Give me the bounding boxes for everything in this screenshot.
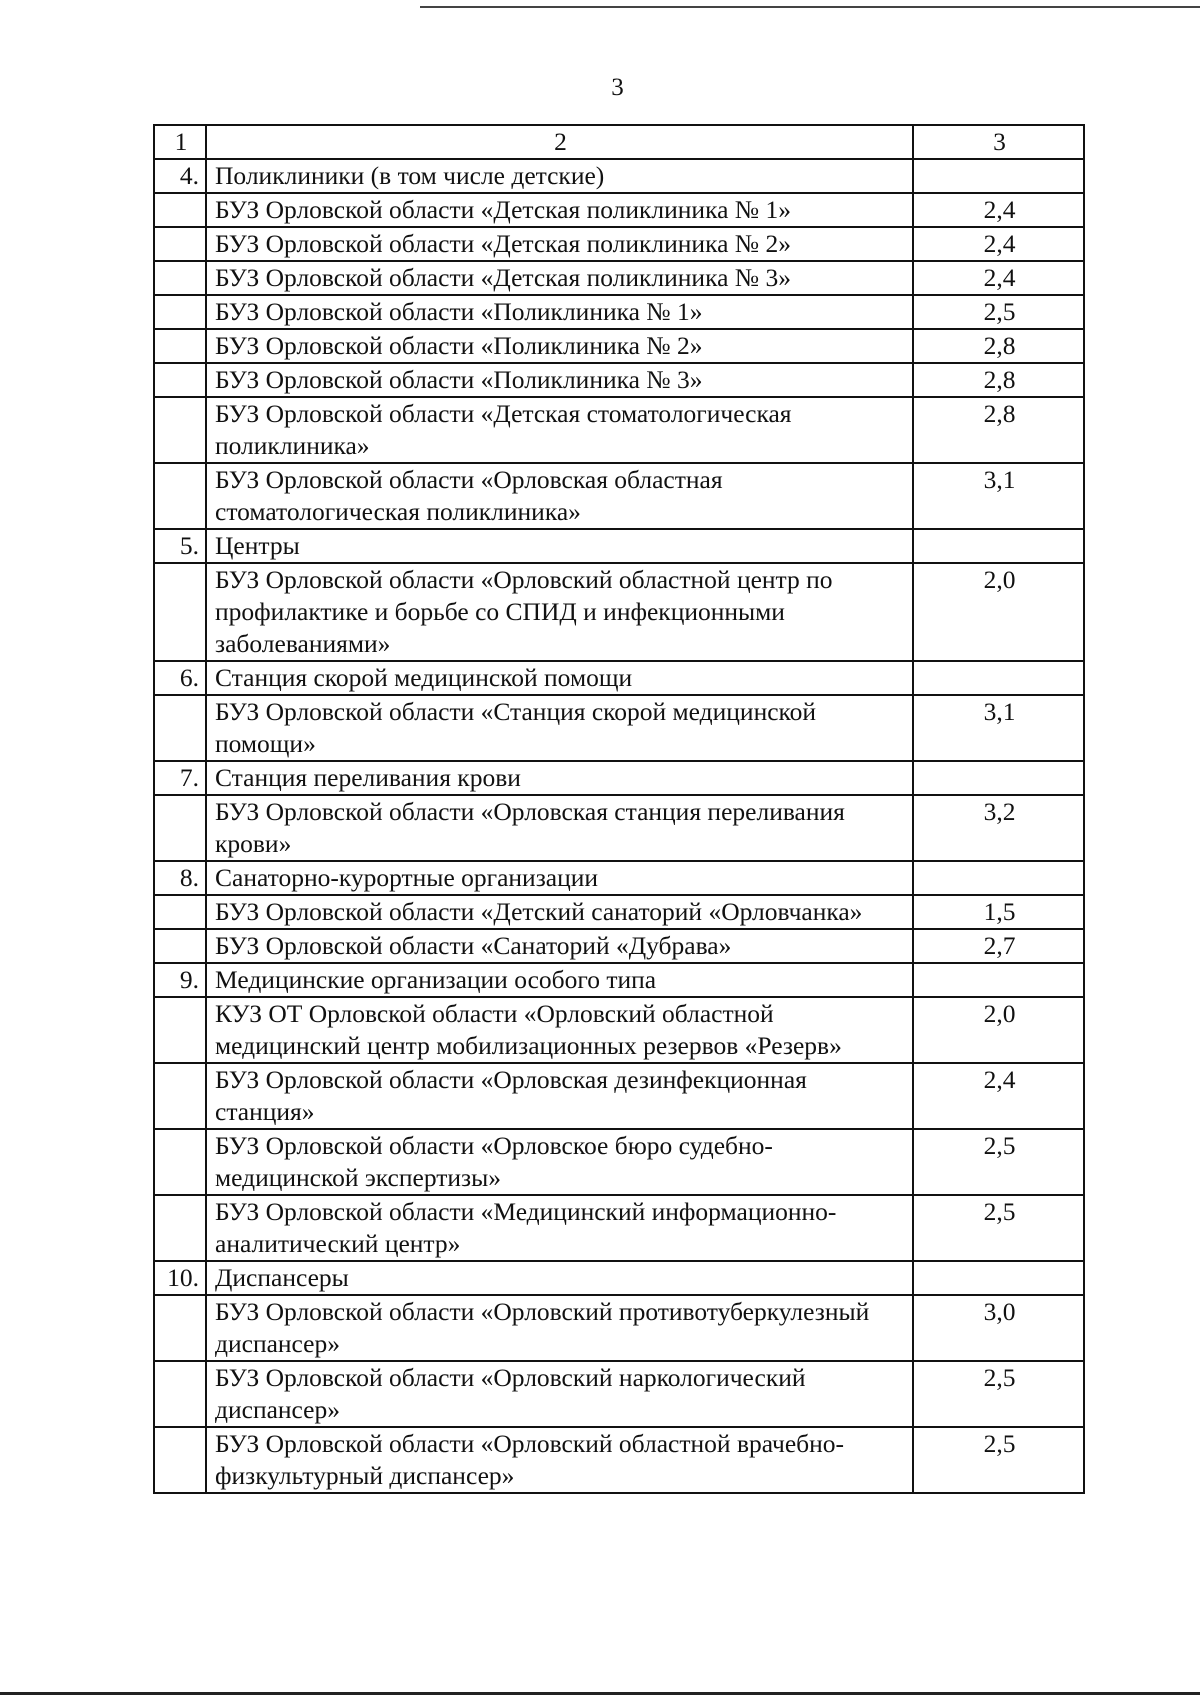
row-name: БУЗ Орловской области «Орловский наркологический диспансер» [206,1361,913,1427]
table-row [154,227,1084,261]
row-name: БУЗ Орловской области «Орловский областной центр по профилактике и борьбе со СПИД и инфекционными заболеваниями» [206,563,913,661]
table-row [154,1427,1084,1493]
row-number [154,227,206,261]
row-name: Поликлиники (в том числе детские) [206,159,913,193]
row-value: 2,8 [913,329,1084,363]
row-name: Станция переливания крови [206,761,913,795]
table-row [154,1129,1084,1195]
table-row [154,193,1084,227]
row-name: БУЗ Орловской области «Детский санаторий «Орловчанка» [206,895,913,929]
table-row [154,895,1084,929]
row-value: 2,5 [913,1427,1084,1493]
header-cell-1: 1 [154,125,206,159]
row-number [154,329,206,363]
row-name: БУЗ Орловской области «Орловский противотуберкулезный диспансер» [206,1295,913,1361]
table-row [154,329,1084,363]
row-number: 6. [154,661,206,695]
table-row [154,861,1084,895]
row-name: БУЗ Орловской области «Орловское бюро судебно-медицинской экспертизы» [206,1129,913,1195]
row-value: 2,5 [913,1129,1084,1195]
row-name: БУЗ Орловской области «Орловская станция переливания крови» [206,795,913,861]
table-row [154,1195,1084,1261]
table-row [154,159,1084,193]
row-value: 2,5 [913,1195,1084,1261]
row-value: 2,4 [913,193,1084,227]
row-value [913,661,1084,695]
row-number [154,1295,206,1361]
table-row [154,563,1084,661]
row-number [154,895,206,929]
row-value: 2,0 [913,563,1084,661]
row-number [154,1129,206,1195]
table-row [154,1063,1084,1129]
row-name: БУЗ Орловской области «Детская поликлиника № 3» [206,261,913,295]
row-name: БУЗ Орловской области «Орловская областная стоматологическая поликлиника» [206,463,913,529]
header-cell-2: 2 [206,125,913,159]
row-number [154,363,206,397]
row-name: БУЗ Орловской области «Орловский областной врачебно-физкультурный диспансер» [206,1427,913,1493]
row-name: Медицинские организации особого типа [206,963,913,997]
scan-edge-line-top [420,6,1200,8]
row-number [154,193,206,227]
table-row [154,929,1084,963]
row-number: 5. [154,529,206,563]
row-number [154,261,206,295]
row-value: 3,2 [913,795,1084,861]
row-name: БУЗ Орловской области «Санаторий «Дубрава» [206,929,913,963]
table-row [154,661,1084,695]
row-name: БУЗ Орловской области «Поликлиника № 3» [206,363,913,397]
row-name: БУЗ Орловской области «Медицинский информационно-аналитический центр» [206,1195,913,1261]
row-number [154,997,206,1063]
table-row [154,997,1084,1063]
row-value: 2,8 [913,363,1084,397]
row-value: 3,0 [913,1295,1084,1361]
row-number [154,695,206,761]
table-header-row [154,125,1084,159]
row-name: БУЗ Орловской области «Детская поликлиника № 2» [206,227,913,261]
row-name: Станция скорой медицинской помощи [206,661,913,695]
row-number [154,1427,206,1493]
table-row [154,1361,1084,1427]
row-number: 4. [154,159,206,193]
row-value: 3,1 [913,463,1084,529]
row-value [913,159,1084,193]
row-name: БУЗ Орловской области «Поликлиника № 1» [206,295,913,329]
row-value: 1,5 [913,895,1084,929]
row-name: КУЗ ОТ Орловской области «Орловский областной медицинский центр мобилизационных резервов «Резерв» [206,997,913,1063]
row-name: Центры [206,529,913,563]
row-number [154,795,206,861]
table-row [154,463,1084,529]
row-value [913,761,1084,795]
row-number [154,295,206,329]
row-number [154,1063,206,1129]
row-value: 2,4 [913,261,1084,295]
row-name: БУЗ Орловской области «Орловская дезинфекционная станция» [206,1063,913,1129]
row-name: БУЗ Орловской области «Детская стоматологическая поликлиника» [206,397,913,463]
row-number: 7. [154,761,206,795]
row-number [154,1195,206,1261]
row-name: Санаторно-курортные организации [206,861,913,895]
table-row [154,363,1084,397]
table-row [154,761,1084,795]
row-number [154,563,206,661]
row-value: 2,4 [913,227,1084,261]
row-name: Диспансеры [206,1261,913,1295]
row-value: 3,1 [913,695,1084,761]
row-number [154,397,206,463]
table-row [154,1295,1084,1361]
organizations-table [153,124,1085,1494]
row-number [154,1361,206,1427]
row-number: 10. [154,1261,206,1295]
row-value: 2,5 [913,295,1084,329]
row-number [154,929,206,963]
row-value [913,963,1084,997]
row-value: 2,7 [913,929,1084,963]
table-row [154,295,1084,329]
table-row [154,261,1084,295]
row-name: БУЗ Орловской области «Станция скорой медицинской помощи» [206,695,913,761]
table-row [154,397,1084,463]
table-row [154,963,1084,997]
row-value [913,529,1084,563]
row-value: 2,8 [913,397,1084,463]
header-cell-3: 3 [913,125,1084,159]
row-number [154,463,206,529]
table-row [154,695,1084,761]
row-number: 9. [154,963,206,997]
row-number: 8. [154,861,206,895]
table-row [154,795,1084,861]
table-row [154,529,1084,563]
page-number: 3 [611,74,624,101]
row-value: 2,5 [913,1361,1084,1427]
row-value: 2,0 [913,997,1084,1063]
row-name: БУЗ Орловской области «Поликлиника № 2» [206,329,913,363]
row-name: БУЗ Орловской области «Детская поликлиника № 1» [206,193,913,227]
row-value [913,861,1084,895]
row-value: 2,4 [913,1063,1084,1129]
scan-edge-line-bottom [0,1692,1200,1695]
row-value [913,1261,1084,1295]
table-row [154,1261,1084,1295]
